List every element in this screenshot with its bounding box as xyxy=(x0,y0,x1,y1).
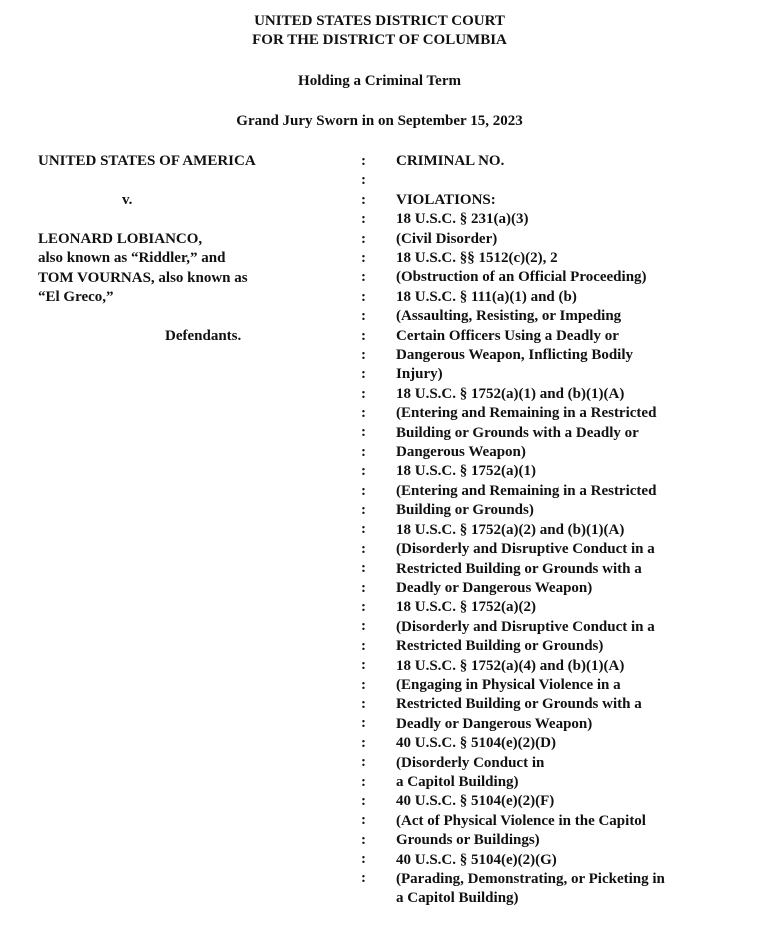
violation-line: Dangerous Weapon) xyxy=(396,444,526,461)
separator-colon: : xyxy=(361,657,366,674)
separator-colon: : xyxy=(361,385,366,402)
separator-colon: : xyxy=(361,443,366,460)
violation-line: Building or Grounds) xyxy=(396,502,534,519)
separator-colon: : xyxy=(361,405,366,422)
violation-line: (Disorderly and Disruptive Conduct in a xyxy=(396,541,655,558)
separator-colon: : xyxy=(361,715,366,732)
violation-line: Restricted Building or Grounds with a xyxy=(396,560,642,577)
violation-line: 40 U.S.C. § 5104(e)(2)(F) xyxy=(396,793,555,810)
violation-line: 18 U.S.C. § 1752(a)(1) and (b)(1)(A) xyxy=(396,385,625,402)
separator-colon: : xyxy=(361,249,366,266)
separator-colon: : xyxy=(361,754,366,771)
separator-colon: : xyxy=(361,502,366,519)
court-name: UNITED STATES DISTRICT COURT xyxy=(254,13,505,29)
separator-colon: : xyxy=(361,870,366,887)
separator-colon: : xyxy=(361,676,366,693)
separator-colon: : xyxy=(361,308,366,325)
separator-colon: : xyxy=(361,792,366,809)
separator-colon: : xyxy=(361,288,366,305)
defendant-line: also known as “Riddler,” and xyxy=(38,250,226,267)
violation-line: (Assaulting, Resisting, or Impeding xyxy=(396,308,622,325)
violation-line: 18 U.S.C. §§ 1512(c)(2), 2 xyxy=(396,250,558,267)
separator-colon: : xyxy=(361,230,366,247)
violation-line: a Capitol Building) xyxy=(396,890,519,907)
defendant-line: LEONARD LOBIANCO, xyxy=(38,231,203,247)
defendant-line: TOM VOURNAS, also known as xyxy=(38,269,248,286)
grand-jury-sworn-line: Grand Jury Sworn in on September 15, 2023 xyxy=(236,113,523,129)
violation-line: (Act of Physical Violence in the Capitol xyxy=(396,812,646,829)
violation-line: 40 U.S.C. § 5104(e)(2)(G) xyxy=(396,851,557,868)
term-line: Holding a Criminal Term xyxy=(298,73,461,89)
violation-line: Deadly or Dangerous Weapon) xyxy=(396,715,593,732)
separator-colon: : xyxy=(361,579,366,596)
charges-column xyxy=(396,152,726,909)
separator-colon: : xyxy=(361,637,366,654)
violation-line: a Capitol Building) xyxy=(396,773,519,790)
violation-line: (Engaging in Physical Violence in a xyxy=(396,676,621,693)
violation-line: 18 U.S.C. § 111(a)(1) and (b) xyxy=(396,288,577,305)
separator-colon: : xyxy=(361,211,366,228)
violation-line: Dangerous Weapon, Inflicting Bodily xyxy=(396,347,633,364)
defendant-names xyxy=(38,230,248,308)
court-district: FOR THE DISTRICT OF COLUMBIA xyxy=(252,32,507,48)
criminal-number-label: CRIMINAL NO. xyxy=(396,153,505,169)
separator-colon: : xyxy=(361,424,366,441)
separator-colon: : xyxy=(361,153,366,169)
violation-line: Grounds or Buildings) xyxy=(396,832,540,849)
court-heading xyxy=(0,12,759,50)
separator-colon: : xyxy=(361,463,366,480)
violation-line: (Disorderly Conduct in xyxy=(396,754,545,771)
blank-line xyxy=(396,171,726,190)
separator-colon: : xyxy=(361,734,366,751)
separator-colon: : xyxy=(361,851,366,868)
violations-list xyxy=(396,210,726,909)
separator-colon: : xyxy=(361,172,366,189)
violation-line: (Parading, Demonstrating, or Picketing in xyxy=(396,871,665,888)
separator-colon: : xyxy=(361,269,366,286)
violation-line: Injury) xyxy=(396,366,443,383)
violation-line: Deadly or Dangerous Weapon) xyxy=(396,579,593,596)
violation-line: (Disorderly and Disruptive Conduct in a xyxy=(396,618,655,635)
separator-colon: : xyxy=(361,327,366,344)
violation-line: Building or Grounds with a Deadly or xyxy=(396,424,639,441)
violation-line: 18 U.S.C. § 1752(a)(1) xyxy=(396,463,536,480)
violation-line: (Civil Disorder) xyxy=(396,230,498,247)
plaintiff-name: UNITED STATES OF AMERICA xyxy=(38,153,256,169)
separator-colon: : xyxy=(361,366,366,383)
separator-colon: : xyxy=(361,346,366,363)
violation-line: 40 U.S.C. § 5104(e)(2)(D) xyxy=(396,735,556,752)
separator-colon: : xyxy=(361,560,366,577)
violation-line: 18 U.S.C. § 231(a)(3) xyxy=(396,211,529,228)
separator-colon: : xyxy=(361,521,366,538)
versus-label: v. xyxy=(122,192,133,208)
separator-colon: : xyxy=(361,831,366,848)
separator-colon: : xyxy=(361,812,366,829)
violations-heading: VIOLATIONS: xyxy=(396,191,496,208)
separator-colon: : xyxy=(361,618,366,635)
violation-line: (Entering and Remaining in a Restricted xyxy=(396,482,657,499)
defendant-line: “El Greco,” xyxy=(38,289,114,306)
caption-separator-column xyxy=(361,152,371,889)
defendants-label: Defendants. xyxy=(165,328,242,344)
separator-colon: : xyxy=(361,191,366,208)
violation-line: Restricted Building or Grounds with a xyxy=(396,696,642,713)
violation-line: Restricted Building or Grounds) xyxy=(396,638,604,655)
separator-colon: : xyxy=(361,598,366,615)
violation-line: (Entering and Remaining in a Restricted xyxy=(396,405,657,422)
separator-colon: : xyxy=(361,482,366,499)
violation-line: 18 U.S.C. § 1752(a)(2) xyxy=(396,599,536,616)
separator-colon: : xyxy=(361,773,366,790)
violation-line: Certain Officers Using a Deadly or xyxy=(396,327,619,344)
separator-colon: : xyxy=(361,695,366,712)
violation-line: 18 U.S.C. § 1752(a)(4) and (b)(1)(A) xyxy=(396,657,625,674)
violation-line: 18 U.S.C. § 1752(a)(2) and (b)(1)(A) xyxy=(396,521,625,538)
separator-colon: : xyxy=(361,540,366,557)
violation-line: (Obstruction of an Official Proceeding) xyxy=(396,269,647,286)
